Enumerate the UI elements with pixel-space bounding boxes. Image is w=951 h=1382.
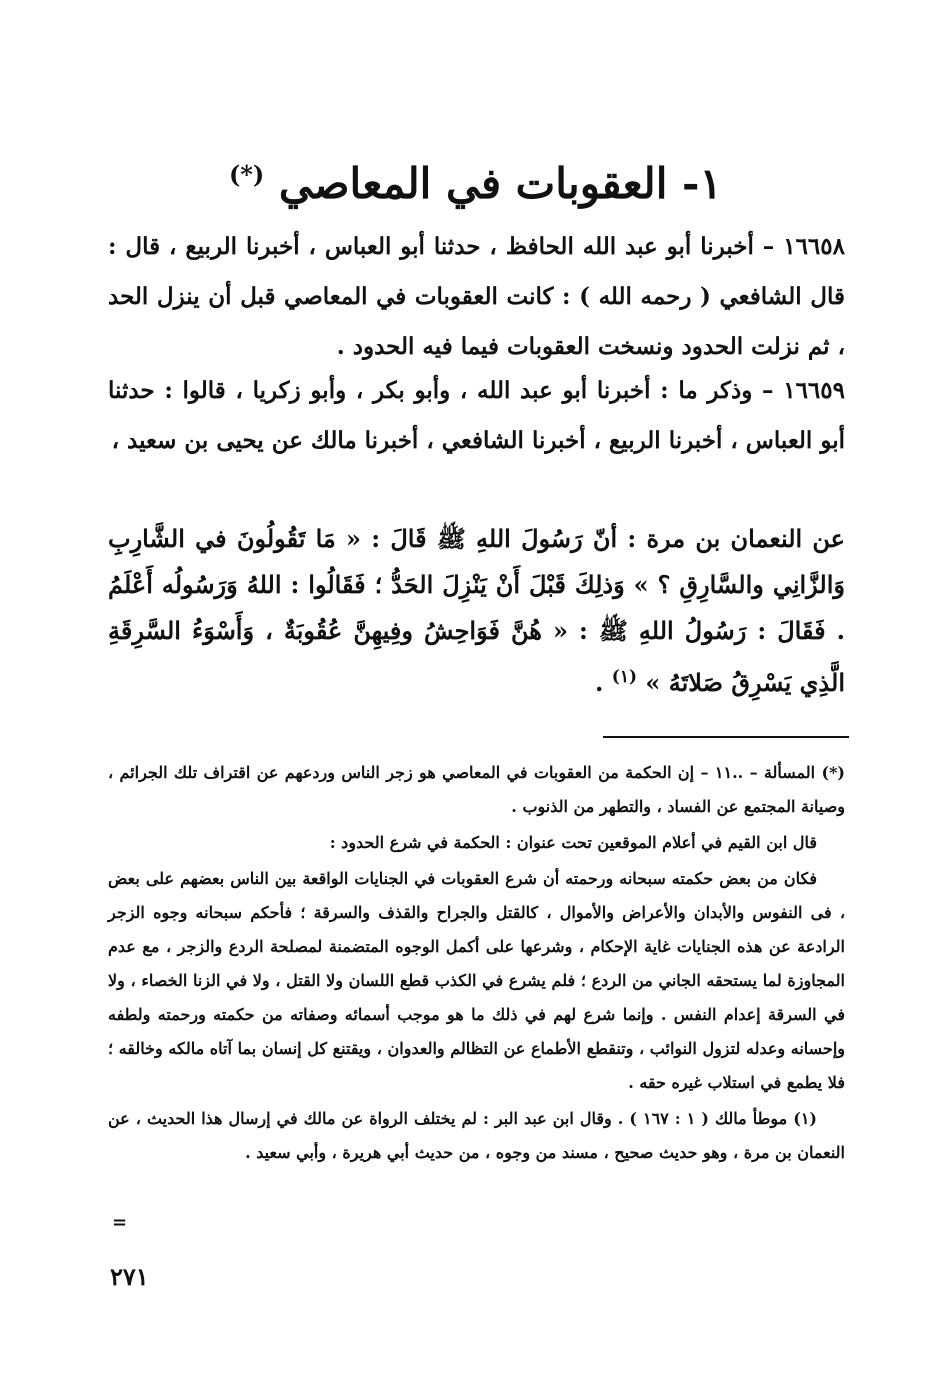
footnote-label: (*) المسألة – ..١١ — [714, 763, 846, 782]
chapter-title-text: ١- العقوبات في المعاصي — [278, 159, 722, 208]
footnote-1 — [108, 1102, 845, 1170]
chapter-title — [100, 140, 851, 219]
report-text: – أخبرنا أبو عبد الله الحافظ ، حدثنا أبو العباس ، أخبرنا الربيع ، قال : قال الشافعي ( رحمه الله ) : كانت العقوبات في المعاصي قبل أن ينزل الحد ، ثم نزلت الحدود ونسخت العقوبات فيما فيه الحدود . — [108, 233, 845, 360]
report-text: – وذكر ما : أخبرنا أبو عبد الله ، وأبو بكر ، وأبو زكريا ، قالوا : حدثنا أبو العباس ، أخبرنا الربيع ، أخبرنا الشافعي ، أخبرنا مالك عن يحيى بن سعيد ، — [108, 377, 845, 454]
footnote-divider — [603, 736, 849, 738]
hadith-text — [108, 516, 845, 706]
footnote-ibn-qayyim-quote — [108, 862, 845, 1100]
hadith-body: عن النعمان بن مرة : أنّ رَسُولَ اللهِ ﷺ قَالَ : « مَا تَقُولُونَ في الشَّارِبِ وَالزَّانِي والسَّارِقِ ؟ » وَذلِكَ قَبْلَ أَنْ يَنْزِلَ الحَدُّ ؛ فَقَالُوا : اللهُ وَرَسُولُه أَعْلَمُ . فَقَالَ : رَسُولُ اللهِ ﷺ : « هُنَّ فَوَاحِشُ وفِيهِنَّ عُقُوبَةٌ ، وَأَسْوَءُ السَّرِقَةِ الَّذِي يَسْرِقُ صَلاتَهُ » — [108, 524, 845, 697]
chapter-title-footnote-marker: (*) — [228, 160, 265, 189]
hadith-end: . — [595, 668, 604, 697]
footnote-text: – إن الحكمة من العقوبات في المعاصي هو زجر الناس وردعهم عن اقتراف تلك الجرائم ، وصيانة المجتمع عن الفساد ، والتطهر من الذنوب . — [108, 763, 845, 816]
footnote-text: فكان من بعض حكمته سبحانه ورحمته أن شرع العقوبات في الجنايات الواقعة بين الناس بعضهم على بعض ، فى النفوس والأبدان والأعراض والأموال ، كالقتل والجراح والقذف والسرقة ؛ فأحكم سبحانه وجوه الزجر الرادعة عن هذه الجنايات غاية الإحكام ، وشرعها على أكمل الوجوه المتضمنة لمصلحة الردع والزجر ، مع عدم المجاوزة لما يستحقه الجاني من الردع ؛ فلم يشرع في الكذب قطع اللسان ولا القتل ، ولا في الزنا الخصاء ، ولا في السرقة إعدام النفس . وإنما شرع لهم في ذلك ما هو موجب أسمائه وصفاته من حكمته ورحمته ولطفه وإحسانه وعدله لتزول النوائب ، وتنقطع الأطماع عن التظالم والعدوان ، ويقتنع كل إنسان بما آتاه مالكه وخالقه ؛ فلا يطمع في استلاب غيره حقه . — [108, 869, 845, 1092]
report-16658 — [108, 222, 845, 372]
report-number: ١٦٦٥٩ — [783, 377, 845, 404]
page-number: ٢٧١ — [110, 1262, 149, 1291]
footnote-reference: (١) — [611, 667, 637, 687]
report-16659 — [108, 366, 845, 466]
footnote-text: قال ابن القيم في أعلام الموقعين تحت عنوان : الحكمة في شرع الحدود : — [329, 833, 817, 852]
footnote-continues-mark: = — [112, 1212, 128, 1233]
footnote-label: (١) موطأ مالك ( ١ : ١٦٧ ) . — [617, 1109, 817, 1128]
footnote-ibn-qayyim-intro — [108, 826, 845, 860]
footnote-star — [108, 756, 845, 824]
report-number: ١٦٦٥٨ — [783, 233, 845, 260]
footnotes — [108, 756, 845, 1172]
footnote-text: وقال ابن عبد البر : لم يختلف الرواة عن مالك في إرسال هذا الحديث ، عن النعمان بن مرة ، وهو حديث صحيح ، مسند من وجوه ، من حديث أبي هريرة ، وأبي سعيد . — [108, 1109, 845, 1162]
